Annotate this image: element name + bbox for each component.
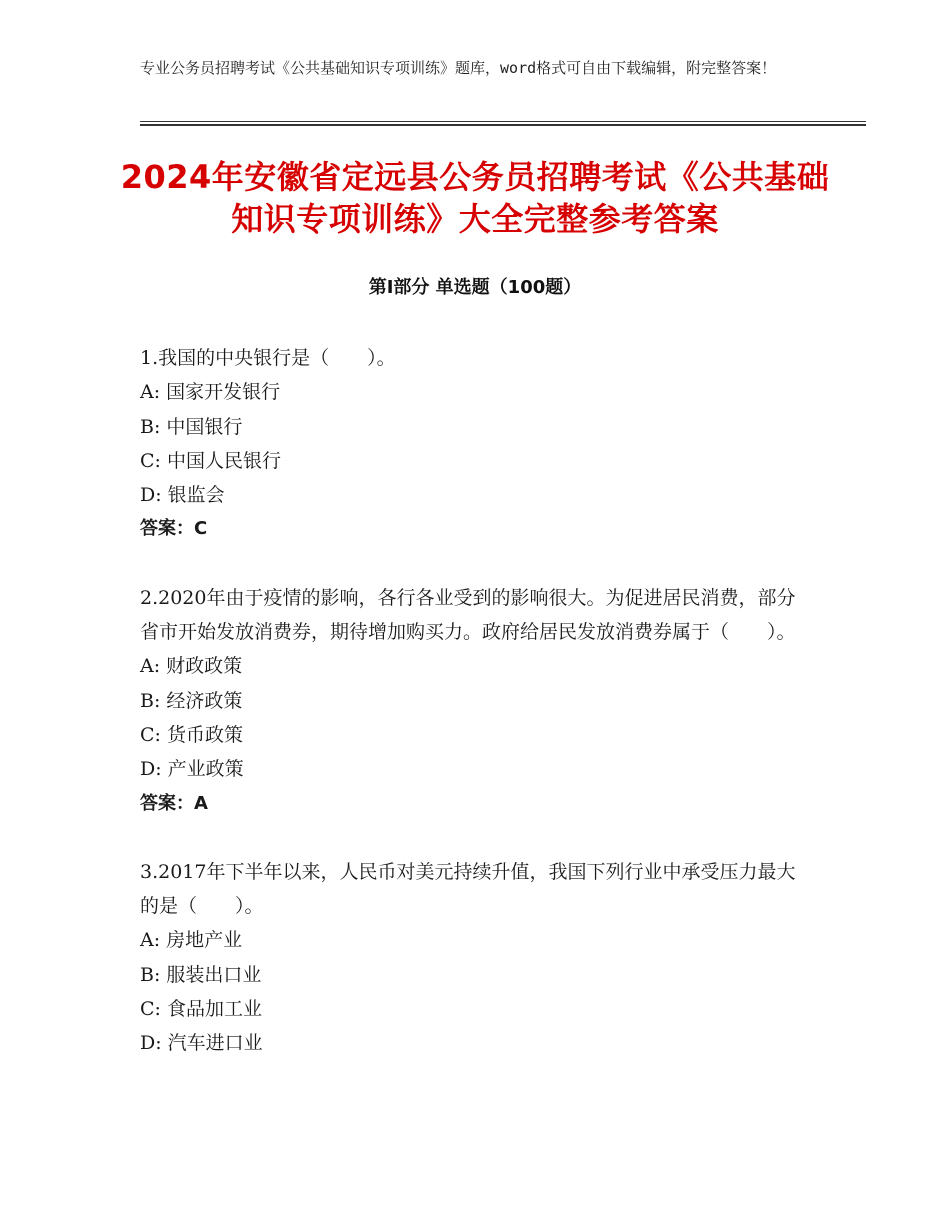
question-block [140, 855, 810, 1061]
question-stem: 1.我国的中央银行是（ ）。 [140, 347, 396, 369]
option-b: B: 服装出口业 [140, 963, 262, 986]
header-divider [140, 121, 866, 122]
question-stem: 2.2020年由于疫情的影响，各行各业受到的影响很大。为促进居民消费，部分省市开始发放消费券，期待增加购买力。政府给居民发放消费券属于（ ）。 [140, 586, 796, 644]
option-d: D: 产业政策 [140, 758, 244, 781]
option-b: B: 中国银行 [140, 415, 243, 438]
option-a: A: 财政政策 [140, 655, 243, 678]
question-spacer [140, 547, 810, 581]
option-c: C: 食品加工业 [140, 998, 262, 1021]
question-block [140, 341, 810, 547]
option-a: A: 国家开发银行 [140, 381, 281, 404]
option-b: B: 经济政策 [140, 689, 243, 712]
option-a: A: 房地产业 [140, 929, 243, 952]
header-note: 专业公务员招聘考试《公共基础知识专项训练》题库，word格式可自由下载编辑，附完整答案！ [140, 59, 777, 77]
option-c: C: 中国人民银行 [140, 449, 281, 472]
option-d: D: 汽车进口业 [140, 1032, 263, 1055]
question-spacer [140, 821, 810, 855]
option-d: D: 银监会 [140, 484, 225, 507]
question-stem: 3.2017年下半年以来，人民币对美元持续升值，我国下列行业中承受压力最大的是（ ）。 [140, 860, 796, 918]
section-heading: 第Ⅰ部分 单选题（100题） [368, 277, 582, 298]
option-c: C: 货币政策 [140, 723, 243, 746]
header-divider-thick [140, 124, 866, 126]
question-block [140, 581, 810, 821]
answer-line: 答案：C [140, 518, 208, 540]
question-list [140, 341, 810, 1061]
answer-line: 答案：A [140, 792, 208, 814]
document-title: 2024年安徽省定远县公务员招聘考试《公共基础知识专项训练》大全完整参考答案 [120, 158, 830, 238]
